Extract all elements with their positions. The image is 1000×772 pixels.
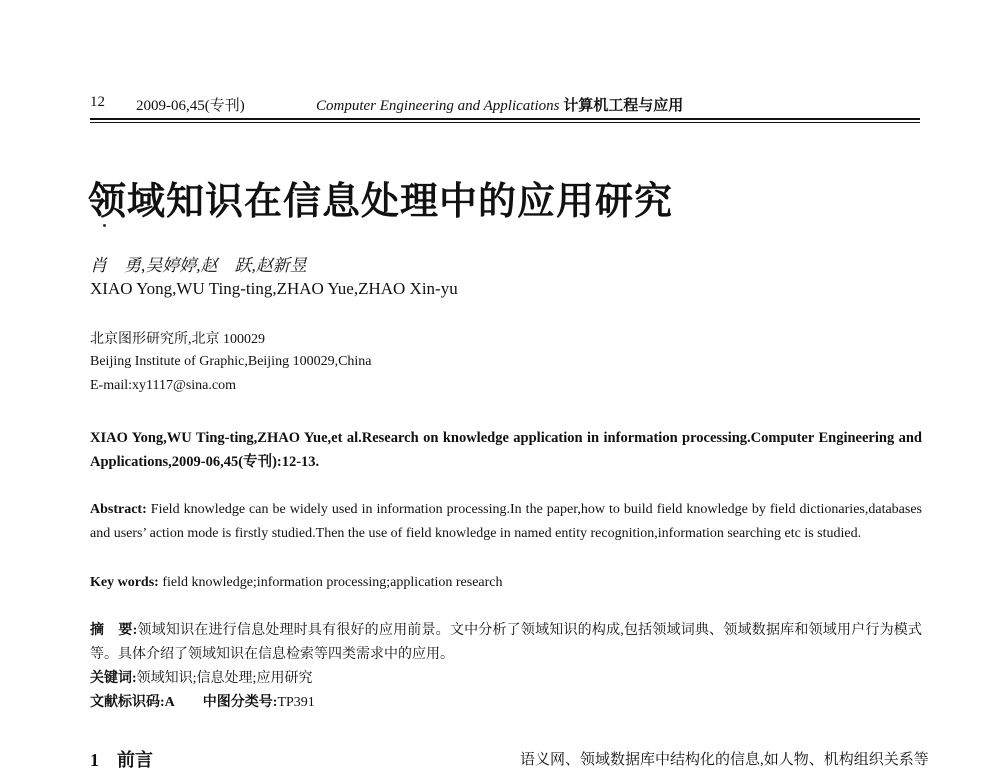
abstract-en-text: Field knowledge can be widely used in information processing.In the paper,how to build field knowledge by field dictionaries,databases and users’ action mode is firstly studied.Then the use of field knowledge in named entity recognition,information searching etc is studied. [90, 502, 922, 541]
keywords-cn-label: 关键词: [90, 671, 137, 686]
header-rule-thin [90, 122, 920, 123]
paper-title: 领域知识在信息处理中的应用研究 [88, 181, 674, 223]
stray-dot [103, 224, 106, 227]
abstract-cn-label: 摘 要: [90, 623, 138, 638]
document-identifiers [90, 691, 315, 715]
journal-name-en: Computer Engineering and Applications [316, 98, 560, 114]
running-header [90, 94, 920, 116]
authors-en: XIAO Yong,WU Ting-ting,ZHAO Yue,ZHAO Xin-yu [90, 279, 458, 298]
citation: XIAO Yong,WU Ting-ting,ZHAO Yue,et al.Research on knowledge application in information processing.Computer Engineering and Applications,2009-06,45(专刊):12-13. [90, 430, 922, 470]
clc-value: TP391 [277, 695, 315, 710]
section-heading [90, 746, 153, 772]
keywords-cn-text: 领域知识;信息处理;应用研究 [136, 671, 313, 686]
page-number: 12 [90, 94, 105, 110]
authors-cn: 肖 勇,吴婷婷,赵 跃,赵新昱 [90, 256, 307, 275]
abstract-cn-text: 领域知识在进行信息处理时具有很好的应用前景。文中分析了领域知识的构成,包括领域词典、领域数据库和领域用户行为模式等。具体介绍了领域知识在信息检索等四类需求中的应用。 [90, 623, 922, 662]
doc-id-label: 文献标识码: [90, 695, 165, 710]
abstract-en-label: Abstract: [90, 502, 147, 517]
keywords-en [90, 571, 922, 595]
section-title: 前言 [117, 750, 153, 770]
affiliation-cn: 北京图形研究所,北京 100029 [90, 332, 265, 347]
abstract-cn [90, 619, 922, 667]
keywords-cn [90, 667, 312, 691]
column2-text-fragment: 语义网、领域数据库中结构化的信息,如人物、机构组织关系等 [520, 752, 929, 768]
affiliation-en: Beijing Institute of Graphic,Beijing 100029,China [90, 354, 372, 369]
journal-name [316, 94, 683, 115]
header-rule-thick [90, 118, 920, 120]
keywords-en-text: field knowledge;information processing;application research [162, 575, 503, 590]
author-email: E-mail:xy1117@sina.com [90, 378, 236, 393]
abstract-en [90, 498, 922, 546]
issue-info: 2009-06,45(专刊) [136, 98, 245, 114]
journal-name-cn: 计算机工程与应用 [563, 98, 684, 114]
keywords-en-label: Key words: [90, 575, 159, 590]
clc-label: 中图分类号: [202, 695, 278, 710]
section-number: 1 [90, 750, 99, 770]
doc-id-value: A [164, 695, 175, 710]
